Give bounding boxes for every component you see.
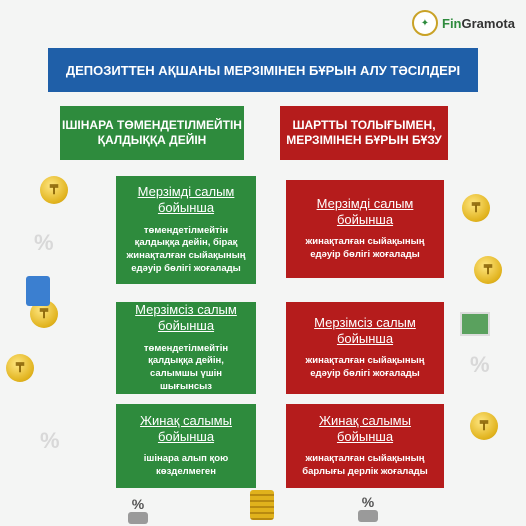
brand-wordmark: FinGramota (442, 15, 515, 31)
card-title: Мерзімсіз салым бойынша (314, 314, 416, 347)
percent-icon: % (34, 230, 54, 255)
card-full-savings-deposit (286, 404, 444, 488)
percent-icon: % (470, 352, 490, 377)
percent-coins-icon: % (358, 494, 378, 522)
brand-logo (412, 10, 515, 36)
card-title: Мерзімді салым бойынша (137, 184, 235, 216)
card-description: жинақталған сыйақының едәуір бөлігі жоғалады (305, 355, 425, 380)
card-partial-term-deposit (116, 176, 256, 284)
card-title: Жинақ салымы бойынша (319, 412, 411, 445)
bank-card-icon (460, 312, 490, 336)
tenge-coin-icon: ₸ (470, 412, 498, 440)
card-description: төмендетілмейтін қалдыққа дейін, салымшы үшін шығынсыз (143, 342, 229, 393)
card-description: жинақталған сыйақының барлығы дерлік жоғалады (302, 453, 428, 478)
card-description: жинақталған сыйақының едәуір бөлігі жоғалады (305, 236, 425, 261)
column-header-partial: ІШІНАРА ТӨМЕНДЕТІЛМЕЙТІН ҚАЛДЫҚҚА ДЕЙІН (60, 106, 244, 160)
percent-coins-icon: % (128, 496, 148, 524)
card-title: Мерзімсіз салым бойынша (135, 302, 237, 334)
card-full-term-deposit (286, 180, 444, 278)
percent-icon: % (40, 428, 60, 453)
tenge-coin-icon: ₸ (30, 300, 58, 328)
column-header-full: ШАРТТЫ ТОЛЫҒЫМЕН, МЕРЗІМІНЕН БҰРЫН БҰЗУ (280, 106, 448, 160)
page-title: ДЕПОЗИТТЕН АҚШАНЫ МЕРЗІМІНЕН БҰРЫН АЛУ ТӘСІЛДЕРІ (48, 48, 478, 92)
calculator-icon (26, 276, 50, 306)
card-full-demand-deposit (286, 302, 444, 394)
card-description: ішінара алып қою көзделмеген (143, 453, 229, 478)
gold-coin-stack-icon (250, 490, 274, 520)
tenge-coin-icon: ₸ (462, 194, 490, 222)
fingramota-emblem-icon: ✦ (412, 10, 438, 36)
card-partial-savings-deposit (116, 404, 256, 488)
tenge-coin-icon: ₸ (40, 176, 68, 204)
tenge-coin-icon: ₸ (474, 256, 502, 284)
card-title: Мерзімді салым бойынша (316, 195, 414, 228)
card-partial-demand-deposit (116, 302, 256, 394)
tenge-coin-icon: ₸ (6, 354, 34, 382)
card-description: төмендетілмейтін қалдыққа дейін, бірақ жинақталған сыйақының едәуір бөлігі жоғалады (126, 224, 246, 275)
card-title: Жинақ салымы бойынша (140, 412, 232, 445)
